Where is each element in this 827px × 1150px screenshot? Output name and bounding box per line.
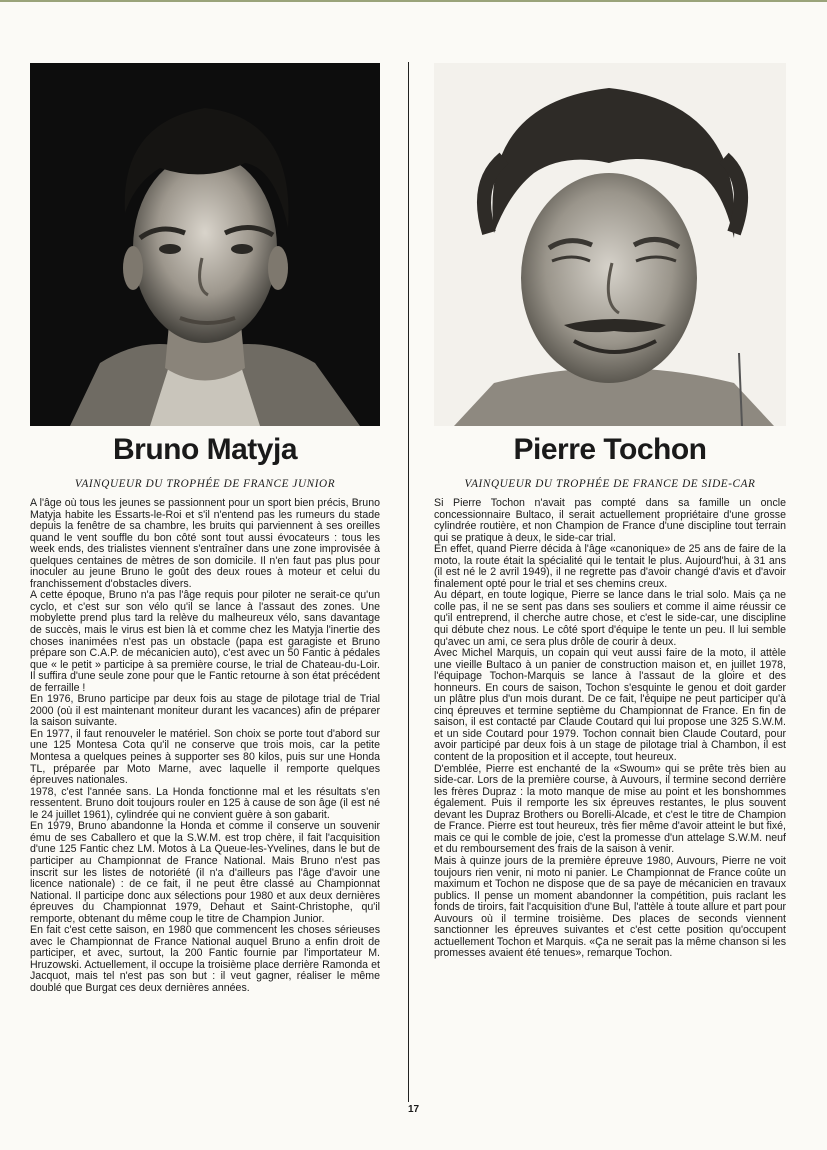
person-name: Bruno Matyja: [112, 433, 298, 466]
article-pierre-tochon: [434, 63, 786, 960]
paragraph: Au départ, en toute logique, Pierre se lance dans le trial solo. Mais ça ne colle pas, il ne se sent pas dans ses souliers et comme il aime réussir ce qu'il entreprend, il cherche autre chose, et c'est le side-car, une discipline qui débute chez nous. Le côté sport d'équipe le tente un peu. Il lui semble qu'avec un ami, ce sera plus drôle de courir à deux.: [434, 589, 786, 648]
paragraph: En fait c'est cette saison, en 1980 que commencent les choses sérieuses avec le Championnat de France National auquel Bruno a enfin droit de participer, et avec, surtout, la 200 Fantic fournie par l'importateur M. Hruzowski. Actuellement, il occupe la troisième place derrière Ramonda et Jacquot, mais tel n'est pas son but : il veut gagner, réaliser le même doublé que Burgat ces deux dernières années.: [30, 924, 380, 994]
portrait-pierre-tochon-image: [434, 63, 786, 426]
paragraph: A cette époque, Bruno n'a pas l'âge requis pour piloter ne serait-ce qu'un cyclo, et c'est sur son vélo qu'il se lance à l'assaut des zones. Une mobylette prend plus tard la relève du malheureux vélo, sans davantage de succès, mais le virus est bien là et comme chez les Matyja l'inertie des choses inanimées n'est pas un obstacle (papa est garagiste et Bruno prépare son C.A.P. de mécanicien auto), c'est avec un 50 Fantic à pédales que « le petit » participe à sa première course, le trial de Chateau-du-Loir. Il suffira d'une seule zone pour que le Fantic retourne à son état précédent de ferraille !: [30, 589, 380, 694]
page-number: 17: [407, 1104, 420, 1115]
paragraph: En 1977, il faut renouveler le matériel. Son choix se porte tout d'abord sur une 125 Montesa Cota qu'il ne conserve que trois mois, car la petite Montesa a quelques peines à supporter ses 80 kilos, puis sur une Honda TL, préparée par Moto Marne, avec laquelle il remporte quelques épreuves nationales.: [30, 727, 380, 787]
paragraph: A l'âge où tous les jeunes se passionnent pour un sport bien précis, Bruno Matyja habite les Essarts-le-Roi et s'il n'entend pas les rumeurs du stade depuis la fenêtre de sa chambre, les bruits qui parviennent à ses oreilles quand le vent souffle du bon côté sont tout aussi évocateurs : tous les week ends, des trialistes viennent s'entraîner dans une zone improvisée à quelques centaines de mètres de son domicile. Il n'en faut pas plus pour inoculer au jeune Bruno le goût des deux roues à moteur et celui du franchissement d'obstacles divers.: [30, 497, 380, 590]
paragraph: En 1976, Bruno participe par deux fois au stage de pilotage trial de Trial 2000 (où il est maintenant moniteur durant les vacances) afin de préparer la saison suivante.: [30, 693, 380, 729]
paragraph: Avec Michel Marquis, un copain qui veut aussi faire de la moto, il attèle une vieille Bultaco à un panier de construction maison et, en juillet 1978, l'équipage Tochon-Marquis se lance à l'assaut de la gloire et des honneurs. En cours de saison, Tochon s'esquinte le genou et doit garder un plâtre plus d'un mois durant. De ce fait, l'équipe ne peut participer qu'à cinq épreuves et termine septième du Championnat de France. En fin de saison, il est contacté par Claude Coutard qui lui propose une 325 S.W.M. et un side Coutard pour 1979. Tochon connait bien Claude Coutard, pour avoir participé par deux fois à un stage de pilotage trial à Chambon, il est content de la proposition et il accepte, tout heureux.: [434, 647, 786, 764]
article-subtitle: VAINQUEUR DU TROPHÉE DE FRANCE JUNIOR: [74, 478, 336, 490]
person-name: Pierre Tochon: [513, 433, 707, 466]
paragraph: 1978, c'est l'année sans. La Honda fonctionne mal et les résultats s'en ressentent. Bruno doit toujours rouler en 125 à cause de son âge (il est né le 24 juillet 1961), cylindrée qui ne convient guère à son gabarit.: [30, 785, 380, 821]
paragraph: D'emblée, Pierre est enchanté de la «Swoum» qui se prête très bien au side-car. Lors de la première course, à Auvours, il termine second derrière les frères Dupraz : la moto manque de mise au point et les bonshommes également. Puis il remporte les six épreuves restantes, le plus souvent devant les Dupraz Brothers ou Borelli-Alcade, et c'est le titre de Champion de France. Pierre est tout heureux, très fier même d'avoir atteint le but fixé, mais ce qui le comble de joie, c'est la promesse d'un attelage S.W.M. neuf et du remboursement des frais de la saison à venir.: [434, 762, 786, 856]
article-body: [434, 498, 786, 960]
paragraph: En effet, quand Pierre décida à l'âge «canonique» de 25 ans de faire de la moto, la route était la spécialité qui le tentait le plus. Aujourd'hui, à 31 ans (il est né le 2 avril 1949), il ne regrette pas d'avoir changé d'avis et d'avoir finalement opté pour le trial et ses chemins creux.: [434, 543, 786, 590]
top-border: [0, 0, 827, 2]
portrait-photo-pierre-tochon: [434, 63, 786, 426]
paragraph: Si Pierre Tochon n'avait pas compté dans sa famille un oncle concessionnaire Bultaco, il serait actuellement propriétaire d'une grosse cylindrée routière, et non Champion de France d'une discipline tout terrain qui se pratique à deux, le side-car trial.: [434, 497, 786, 544]
column-divider: [408, 62, 409, 1102]
article-subtitle: VAINQUEUR DU TROPHÉE DE FRANCE DE SIDE-CAR: [464, 478, 756, 490]
portrait-photo-bruno-matyja: [30, 63, 380, 426]
paragraph: En 1979, Bruno abandonne la Honda et comme il conserve un souvenir ému de ses Caballero et que la S.W.M. est trop chère, il fait l'acquisition d'une 125 Fantic chez LM. Motos à La Queue-les-Yvelines, dans le but de participer au Championnat de France National. Mais Bruno n'est pas inscrit sur les listes de notoriété (il n'a d'ailleurs pas l'âge d'avoir une licence nationale) : de ce fait, il ne peut être classé au Championnat National. Il participe donc aux sélections pour 1980 et aux deux dernières épreuves du Championnat 1979, Dehaut et Saint-Christophe, qu'il remporte, obtenant du même coup le titre de Champion Junior.: [30, 820, 380, 925]
article-body: [30, 498, 380, 995]
paragraph: Mais à quinze jours de la première épreuve 1980, Auvours, Pierre ne voit toujours rien venir, ni moto ni panier. Le Championnat de France coûte un maximum et Tochon ne dispose que de sa paye de mécanicien en travaux publics. Il pense un moment abandonner la compétition, puis raclant les fonds de tiroirs, fait l'acquisition d'une Bul, l'attèle à toute allure et part pour Auvours où il termine troisième. Des places de seconds viennent sanctionner les épreuves suivantes et c'est cette position qu'occupent actuellement Tochon et Marquis. «Ça ne serait pas la même chanson si les promesses avaient été tenues», remarque Tochon.: [434, 854, 786, 960]
article-bruno-matyja: [30, 63, 380, 995]
portrait-bruno-matyja-image: [30, 63, 380, 426]
